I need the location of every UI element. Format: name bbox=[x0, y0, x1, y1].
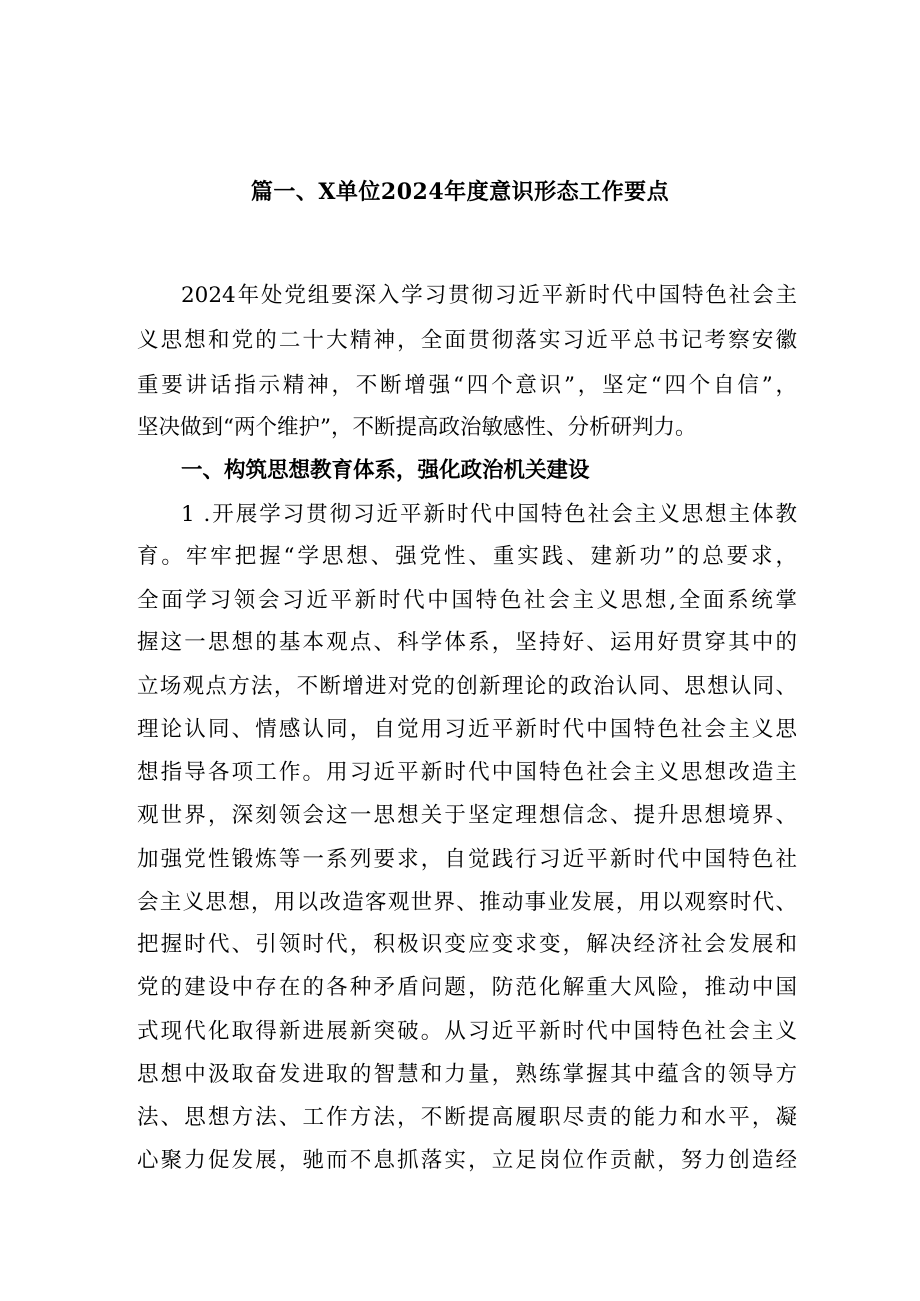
body-line: 心聚力促发展，驰而不息抓落实，立足岗位作贡献，努力创造经 bbox=[137, 1148, 797, 1173]
body-line: 握这一思想的基本观点、科学体系，坚持好、运用好贯穿其中的 bbox=[137, 630, 797, 655]
document-title: 篇一、X单位2024年度意识形态工作要点 bbox=[250, 179, 670, 205]
body-line: 思想中汲取奋发进取的智慧和力量，熟练掌握其中蕴含的领导方 bbox=[137, 1062, 797, 1087]
body-line: 加强党性锻炼等一系列要求，自觉践行习近平新时代中国特色社 bbox=[137, 847, 797, 872]
intro-line: 2024年处党组要深入学习贯彻习近平新时代中国特色社会主 bbox=[181, 283, 797, 308]
body-line: 立场观点方法，不断增进对党的创新理论的政治认同、思想认同、 bbox=[137, 674, 797, 699]
intro-line: 义思想和党的二十大精神，全面贯彻落实习近平总书记考察安徽 bbox=[137, 328, 797, 353]
body-line: 想指导各项工作。用习近平新时代中国特色社会主义思想改造主 bbox=[137, 760, 797, 785]
body-line: 育。牢牢把握“学思想、强党性、重实践、建新功”的总要求， bbox=[137, 544, 797, 569]
body-line: 法、思想方法、工作方法，不断提高履职尽责的能力和水平，凝 bbox=[137, 1105, 797, 1130]
body-line: 式现代化取得新进展新突破。从习近平新时代中国特色社会主义 bbox=[137, 1019, 797, 1044]
body-line: 理论认同、情感认同，自觉用习近平新时代中国特色社会主义思 bbox=[137, 717, 797, 742]
intro-line: 坚决做到“两个维护”，不断提高政治敏感性、分析研判力。 bbox=[137, 415, 697, 440]
body-line: 1 .开展学习贯彻习近平新时代中国特色社会主义思想主体教 bbox=[181, 502, 797, 527]
intro-line: 重要讲话指示精神，不断增强“四个意识”，坚定“四个自信”， bbox=[137, 373, 797, 398]
body-line: 把握时代、引领时代，积极识变应变求变，解决经济社会发展和 bbox=[137, 932, 797, 957]
body-line: 会主义思想，用以改造客观世界、推动事业发展，用以观察时代、 bbox=[137, 890, 797, 915]
body-line: 党的建设中存在的各种矛盾问题，防范化解重大风险，推动中国 bbox=[137, 975, 797, 1000]
section-heading: 一、构筑思想教育体系，强化政治机关建设 bbox=[181, 458, 590, 483]
body-line: 观世界，深刻领会这一思想关于坚定理想信念、提升思想境界、 bbox=[137, 803, 797, 828]
body-line: 全面学习领会习近平新时代中国特色社会主义思想,全面系统掌 bbox=[137, 588, 797, 613]
